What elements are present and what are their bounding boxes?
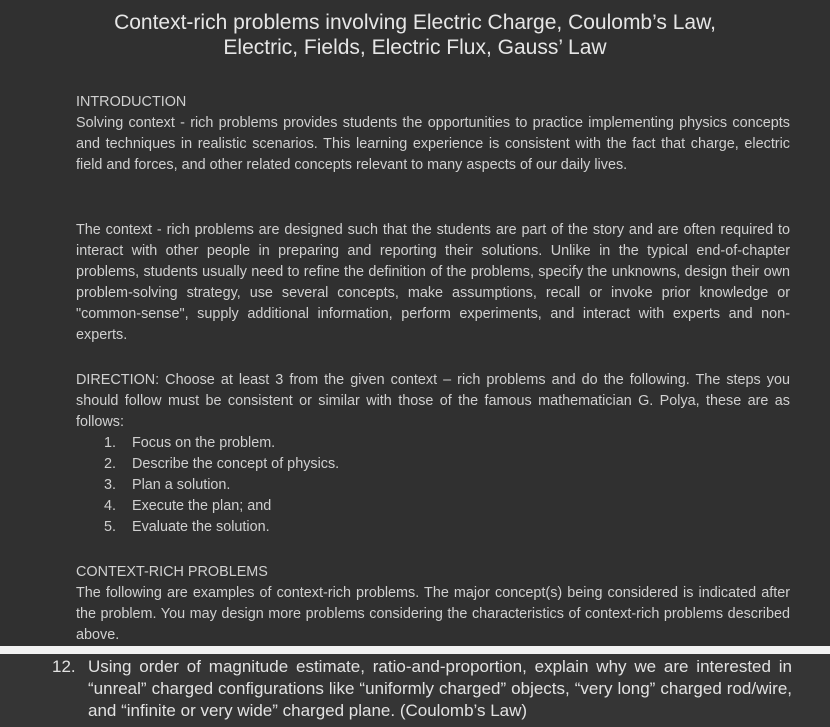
step-number: 2. <box>104 456 117 472</box>
problem-item <box>52 656 792 722</box>
step-item <box>104 475 339 496</box>
steps-list <box>104 433 339 538</box>
step-text: Execute the plan; and <box>132 498 272 514</box>
context-rich-text: The following are examples of context-rich problems. The major concept(s) being considered is indicated after the problem. You may design more problems considering the characteristics of context-rich problems described above. <box>76 585 790 643</box>
step-number: 3. <box>104 477 117 493</box>
step-number: 4. <box>104 498 117 514</box>
document-title <box>40 10 790 60</box>
problem-text: Using order of magnitude estimate, ratio-and-proportion, explain why we are interested in “unreal” charged configurations like “uniformly charged” objects, “very long” charged rod/wire, and “infinite or very wide” charged plane. (Coulomb’s Law) <box>88 657 792 720</box>
introduction-paragraph-2: The context - rich problems are designed such that the students are part of the story and are often required to interact with other people in preparing and reporting their solutions. Unlike in the typical end-of-chapter problems, students usually need to refine the definition of the problems, specify the unknowns, design their own problem-solving strategy, use several concepts, make assumptions, recall or invoke prior knowledge or "common-sense", supply additional information, perform experiments, and interact with experts and non-experts. <box>76 222 790 343</box>
context-rich-section <box>76 562 790 646</box>
step-text: Describe the concept of physics. <box>132 456 340 472</box>
step-number: 5. <box>104 519 117 535</box>
step-number: 1. <box>104 435 117 451</box>
step-text: Plan a solution. <box>132 477 231 493</box>
step-item <box>104 517 339 538</box>
step-item <box>104 454 339 475</box>
introduction-paragraph-1: Solving context - rich problems provides students the opportunities to practice implementing physics concepts and techniques in realistic scenarios. This learning experience is consistent with the fact that charge, electric field and forces, and other related concepts relevant to many aspects of our daily lives. <box>76 115 790 173</box>
step-text: Evaluate the solution. <box>132 519 270 535</box>
step-text: Focus on the problem. <box>132 435 276 451</box>
context-rich-heading: CONTEXT-RICH PROBLEMS <box>76 564 268 580</box>
step-item <box>104 496 339 517</box>
direction-section <box>76 370 790 433</box>
introduction-heading: INTRODUCTION <box>76 94 187 110</box>
step-item <box>104 433 339 454</box>
title-line-2: Electric, Fields, Electric Flux, Gauss’ Law <box>223 36 607 59</box>
problem-number: 12. <box>52 657 76 676</box>
direction-text: DIRECTION: Choose at least 3 from the given context – rich problems and do the following. The steps you should follow must be consistent or similar with those of the famous mathematician G. Polya, these are as follows: <box>76 372 790 430</box>
title-line-1: Context-rich problems involving Electric Charge, Coulomb’s Law, <box>114 11 716 34</box>
introduction-paragraph-2-block <box>76 220 790 346</box>
introduction-section <box>76 92 790 176</box>
page-divider <box>0 646 830 654</box>
